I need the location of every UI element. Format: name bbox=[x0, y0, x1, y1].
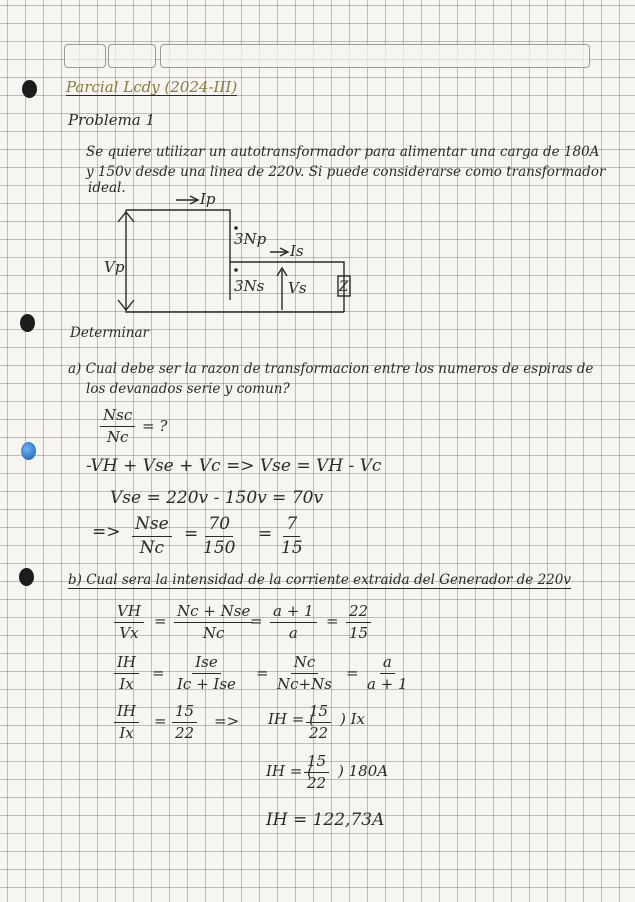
numeric-ratio-fraction: $\frac{15}{22}$ bbox=[306, 703, 331, 741]
determine-label: Determinar bbox=[70, 325, 149, 341]
equals-sign: = bbox=[152, 664, 165, 682]
circuit-label-np: 3Np bbox=[234, 230, 267, 248]
circuit-label-load: Z bbox=[339, 279, 349, 295]
voltage-ratio-fraction: $\frac{VH}{Vx}$ bbox=[114, 603, 144, 641]
current-sum-fraction: Ise Ic + Ise bbox=[177, 653, 236, 693]
equals-sign: = bbox=[184, 524, 199, 544]
numeric-ratio-fraction: $\frac{22}{15}$ bbox=[346, 603, 371, 641]
equals-sign: = bbox=[154, 612, 167, 630]
statement-line: y 150v desde una linea de 220v. Si puede considerarse como transformador bbox=[86, 164, 606, 180]
circuit-label-vs: Vs bbox=[288, 279, 307, 297]
circuit-label-ip: Ip bbox=[200, 190, 216, 208]
numeric-ratio-fraction: $\frac{15}{22}$ bbox=[304, 753, 329, 791]
current-expression-rhs: ) Ix bbox=[340, 710, 366, 728]
equals-sign: = bbox=[326, 612, 339, 630]
equals-sign: = bbox=[250, 612, 263, 630]
current-ratio-fraction: $\frac{IH}{Ix}$ bbox=[114, 703, 139, 741]
circuit-label-is: Is bbox=[290, 242, 304, 260]
numeric-ratio-fraction: $\frac{15}{22}$ bbox=[172, 703, 197, 741]
page-title: Parcial Lcdy (2024-III) bbox=[66, 78, 238, 96]
part-b-question: b) Cual sera la intensidad de la corriente extraida del Generador de 220v bbox=[68, 572, 571, 588]
current-expression-lhs: IH = ( bbox=[268, 710, 315, 728]
turns-sum-fraction: Nc + Nse Nc bbox=[174, 603, 253, 641]
equals-sign: = bbox=[258, 524, 273, 544]
a-ratio-fraction: $\frac{a + 1}{a}$ bbox=[270, 603, 317, 641]
a-fraction: $\frac{a}{a + 1}$ bbox=[367, 653, 408, 693]
vse-equation: Vse = 220v - 150v = 70v bbox=[110, 488, 324, 508]
final-result: IH = 122,73A bbox=[266, 810, 385, 830]
part-a-question: los devanados serie y comun? bbox=[86, 381, 290, 397]
current-ratio-fraction: $\frac{IH}{Ix}$ bbox=[114, 654, 139, 692]
statement-line: ideal. bbox=[88, 180, 126, 196]
simplified-ratio-fraction: $\frac{7}{15}$ bbox=[281, 514, 303, 558]
turns-ratio-fraction: Nse Nc bbox=[132, 515, 172, 557]
circuit-label-vp: Vp bbox=[104, 258, 125, 276]
statement-line: Se quiere utilizar un autotransformador para alimentar una carga de 180A bbox=[86, 144, 600, 160]
problem-heading: Problema 1 bbox=[68, 111, 156, 129]
ratio-fraction: Nsc Nc bbox=[100, 407, 135, 445]
current-substitution-lhs: IH = ( bbox=[266, 762, 313, 780]
turns-fraction: $\frac{Nc}{Nc+Ns}$ bbox=[277, 653, 332, 693]
circuit-label-ns: 3Ns bbox=[234, 277, 265, 295]
voltage-ratio-fraction: $\frac{70}{150}$ bbox=[203, 514, 236, 558]
implies-arrow: => bbox=[92, 522, 121, 542]
current-substitution-rhs: ) 180A bbox=[338, 762, 389, 780]
equals-sign: = bbox=[154, 712, 167, 730]
implies-arrow: => bbox=[214, 712, 240, 730]
equals-sign: = bbox=[346, 664, 359, 682]
ratio-question: = ? bbox=[142, 417, 168, 435]
part-a-question: a) Cual debe ser la razon de transformacion entre los numeros de espiras de bbox=[68, 361, 594, 377]
kvl-equation: -VH + Vse + Vc => Vse = VH - Vc bbox=[86, 456, 382, 476]
equals-sign: = bbox=[256, 664, 269, 682]
